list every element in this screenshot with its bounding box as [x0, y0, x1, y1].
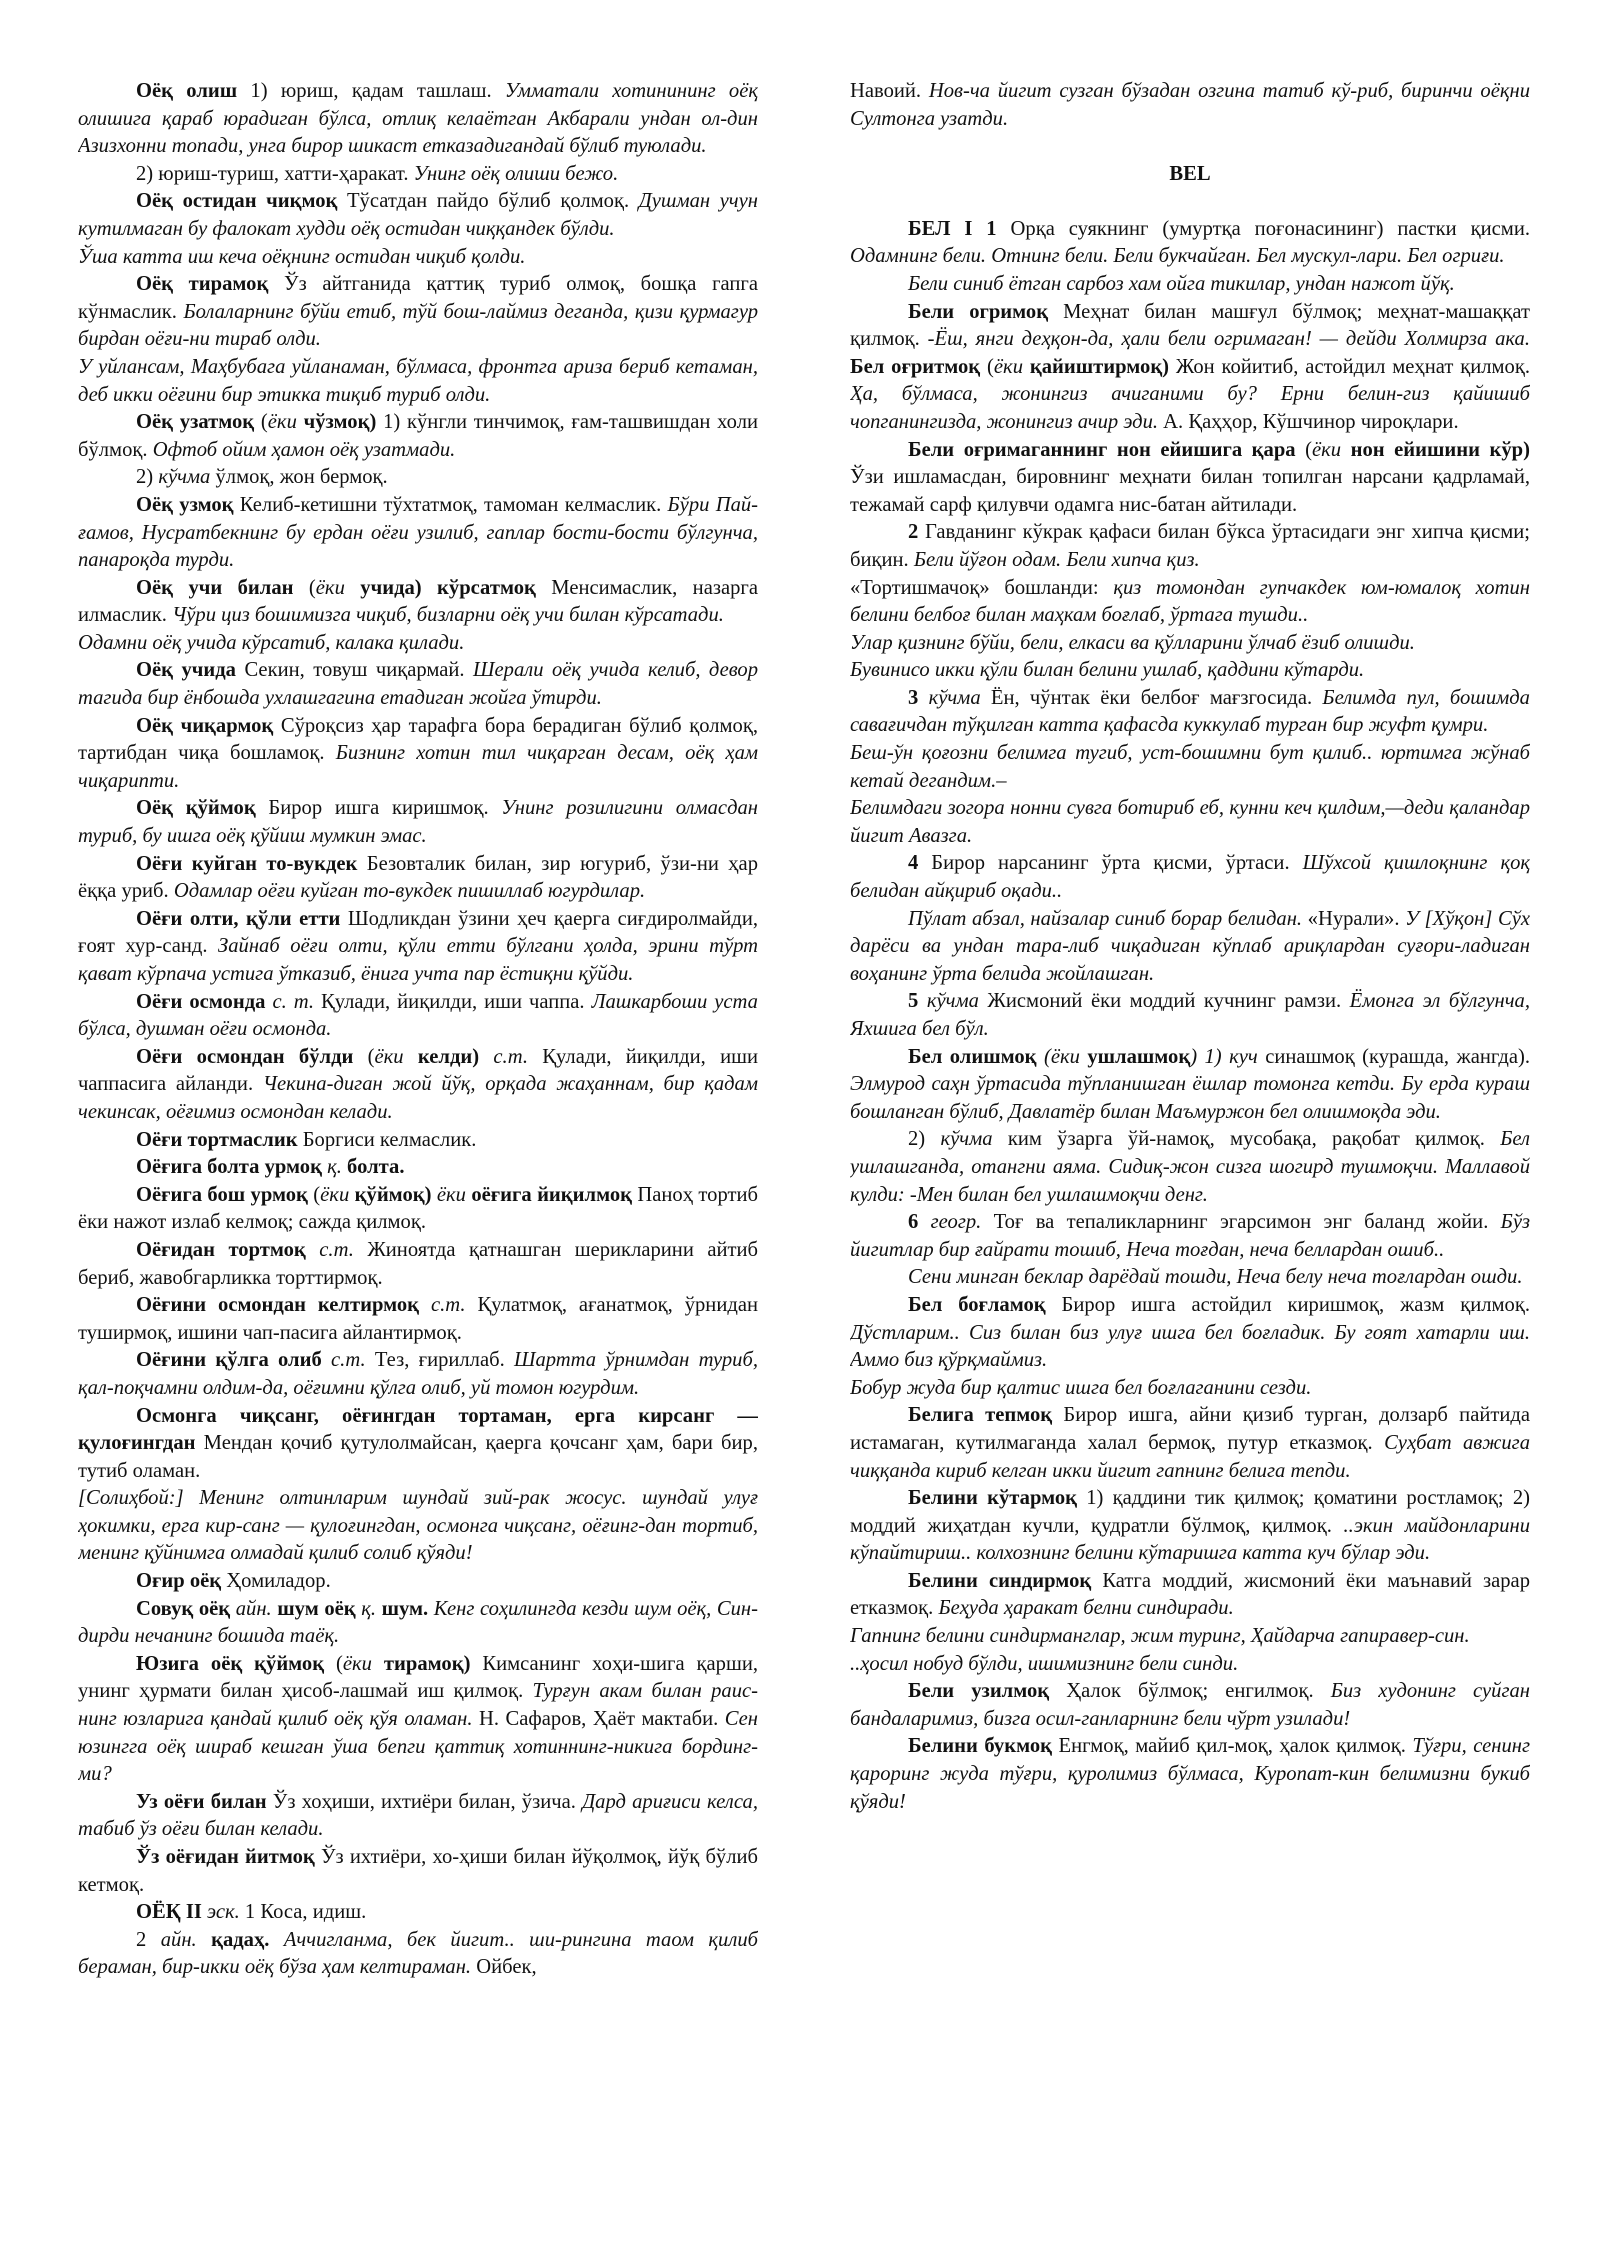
definition-text: Боргиси келмаслик. — [297, 1128, 477, 1151]
dictionary-entry — [78, 354, 758, 409]
dictionary-entry — [78, 1899, 758, 1927]
dictionary-entry — [850, 1623, 1530, 1651]
headword: оёғига йиқилмоқ — [465, 1183, 632, 1206]
headword: тирамоқ) — [371, 1652, 471, 1675]
example-text: қиз томондан гупчакдек юм-юмалоқ хотин белини белбоғ билан маҳкам боғлаб, ўртага тушди.. — [850, 576, 1530, 627]
definition-text: 2) — [136, 466, 159, 489]
example-text: Одамлар оёғи куйган то-вукдек пишиллаб югурдилар. — [173, 880, 646, 903]
dictionary-entry — [850, 1209, 1530, 1264]
dictionary-entry — [850, 685, 1530, 740]
headword: ОЁҚ II — [136, 1901, 202, 1924]
dictionary-entry — [78, 1347, 758, 1402]
example-text: ) 1) куч — [1190, 1045, 1258, 1068]
headword: Оёғи куйган то-вукдек — [136, 852, 358, 875]
dictionary-entry — [78, 1044, 758, 1127]
dictionary-entry — [850, 1292, 1530, 1375]
example-text: айн. — [160, 1928, 197, 1951]
definition-text: Ҳомиладор. — [221, 1570, 331, 1593]
headword: Оёқ узатмоқ — [136, 411, 255, 434]
headword: Оғир оёқ — [136, 1570, 222, 1593]
definition-text: «Тортишмачоқ» бошланди: — [850, 576, 1114, 599]
definition-text — [918, 1211, 930, 1233]
dictionary-entry — [78, 1182, 758, 1237]
dictionary-entry — [78, 1403, 758, 1486]
headword: учида) кўрсатмоқ — [344, 576, 536, 599]
dictionary-entry — [850, 850, 1530, 905]
example-text: ..ҳосил нобуд бўлди, ишимизнинг бели синди. — [850, 1652, 1239, 1675]
definition-text — [918, 687, 928, 709]
dictionary-entry — [78, 575, 758, 630]
example-text: Ёмонга эл бўлгунча, Яхшига бел бўл. — [850, 990, 1530, 1040]
headword: Оёғидан тортмоқ — [136, 1238, 306, 1261]
example-text: Кенг соҳилингда кезди шум оёқ, Син-дирди нечанинг бошида таёқ. — [78, 1597, 758, 1648]
example-text: кўчма — [928, 686, 981, 709]
right-column — [850, 78, 1530, 2228]
definition-text: 1 Коса, идиш. — [239, 1901, 367, 1924]
dictionary-entry — [850, 740, 1530, 795]
definition-text: Гавданинг кўкрак қафаси билан бўкса ўртасидаги энг хипча қисми; биқин. — [850, 521, 1530, 571]
example-text: Дўстларим.. Сиз билан биз улуғ ишга бел боғладик. Бу гоят хатарли иш. Аммо биз қўрқмаймиз. — [850, 1321, 1530, 1372]
definition-text: ( — [1295, 438, 1312, 461]
example-text: Нов-ча йигит сузган бўзадан озгина татиб кў-риб, биринчи оёқни Султонга узатди. — [850, 80, 1530, 130]
example-text: Бел ушлашганда, отангни аяма. Сидиқ-жон сизга шогирд тушмоқчи. Маллавой кулди: -Мен билан бел ушлашмоқчи денг. — [850, 1128, 1530, 1206]
definition-text: А. Қаҳҳор, Кўшчинор чироқлари. — [1158, 410, 1459, 433]
headword: Белини букмоқ — [908, 1735, 1052, 1758]
example-text: Умматали хотинининг оёқ олишига қараб юрадиган бўлса, отлиқ келаётган Акбарали ундан ол-дин Азизхонни топади, унга бирор шикаст етказадигандай бўлиб туюлади. — [78, 80, 758, 158]
definition-text: Тез, ғириллаб. — [365, 1349, 514, 1372]
example-text: ёки — [342, 1652, 372, 1675]
definition-text: ( — [980, 355, 994, 378]
right-column-continuation — [850, 78, 1530, 133]
dictionary-entry — [850, 1678, 1530, 1733]
example-text: Душман учун кутилмаган бу фалокат худди оёқ остидан чиққандек бўлди. — [78, 190, 758, 240]
dictionary-entry — [78, 492, 758, 575]
headword: қайиштирмоқ) — [1023, 355, 1170, 378]
headword: Оёқ остидан чиқмоқ — [136, 190, 338, 213]
example-text: ёки — [320, 1183, 350, 1206]
definition-text: ( — [353, 1045, 375, 1068]
definition-text: Тўсатдан пайдо бўлиб қолмоқ. — [337, 190, 639, 213]
headword: Бели огримоқ — [908, 300, 1049, 323]
example-text: Бизнинг хотин тил чиқарган десам, оёқ ҳам чиқарипти. — [78, 742, 758, 792]
dictionary-entry — [78, 1292, 758, 1347]
dictionary-entry — [850, 1733, 1530, 1816]
dictionary-entry — [78, 1927, 758, 1982]
definition-text: Шодликдан ўзини ҳеч қаерга сиғдиролмайди, ғоят хур-санд. — [78, 907, 758, 958]
dictionary-entry — [850, 906, 1530, 989]
example-text: Сен юзингга оёқ шираб кешган ўша бепги қаттиқ хотиннинг-никига бординг-ми? — [78, 1708, 758, 1786]
example-text: кўчма — [158, 466, 211, 489]
definition-text: Жисмоний ёки моддий кучнинг рамзи. — [978, 990, 1350, 1013]
headword: Совуқ оёқ — [136, 1597, 231, 1620]
example-text: Сени минган беклар дарёдай тошди, Неча белу неча тоғлардан ошди. — [908, 1266, 1523, 1289]
example-text: с. т. — [272, 990, 314, 1013]
headword: Бел оғритмоқ — [850, 355, 981, 378]
example-text: Бўз йигитлар бир ғайрати тошиб, Неча тоғдан, неча беллардан ошиб.. — [850, 1211, 1530, 1261]
example-text: Чўри циз бошимизга чиқиб, бизларни оёқ учи билан кўрсатади. — [172, 604, 724, 627]
definition-text: Ўзи ишламасдан, бировнинг меҳнати билан топилган нарсани қадрламай, тежамай сарф қилувчи одамга нис-батан айтилади. — [850, 466, 1530, 516]
headword: қадаҳ. — [196, 1928, 270, 1951]
definition-text: Мендан қочиб қутулолмайсан, қаерга қочсанг ҳам, бари бир, тутиб оламан. — [78, 1432, 758, 1482]
headword: Оёқ қўймоқ — [136, 797, 256, 820]
definition-text: ўлмоқ, жон бермоқ. — [210, 466, 388, 489]
headword: келди) — [403, 1045, 480, 1068]
definition-text: Енгмоқ, майиб қил-моқ, ҳалок қилмоқ. — [1052, 1735, 1413, 1758]
definition-text: Ўз хоҳиши, ихтиёри билан, ўзича. — [266, 1790, 583, 1813]
example-text: Биз худонинг суйган бандаларимиз, бизга осил-ганларнинг бели чўрт узилади! — [850, 1680, 1530, 1730]
example-text: Белимда пул, бошимда савағичдан тўқилган катта қафасда куккулаб турган бир жуфт қумри. — [850, 686, 1530, 737]
example-text: эск. — [207, 1901, 240, 1924]
dictionary-entry — [78, 630, 758, 658]
headword: Юзига оёқ қўймоқ — [136, 1652, 325, 1675]
dictionary-entry — [850, 657, 1530, 685]
example-text: с.т. — [430, 1294, 466, 1317]
example-text: Бувинисо икки қўли билан белини ушлаб, қаддини кўтарди. — [850, 659, 1365, 682]
dictionary-entry — [78, 409, 758, 464]
headword: Бели узилмоқ — [908, 1680, 1050, 1703]
headword: Бел олишмоқ — [908, 1045, 1037, 1068]
example-text: У уйлансам, Маҳбубага уйланаман, бўлмаса, фронтга ариза бериб кетаман, деб икки оёғини бир этикка тиқиб туриб олди. — [78, 355, 758, 406]
definition-text: Қулади, йиқилди, иши чаппа. — [313, 990, 592, 1013]
headword: Оёғини осмондан келтирмоқ — [136, 1294, 420, 1317]
dictionary-entry — [78, 1485, 758, 1568]
headword: Оёқ олиш — [136, 80, 238, 102]
definition-text: Меҳнат билан машғул бўлмоқ; меҳнат-машаққат қилмоқ. — [850, 300, 1530, 351]
headword: Белини кўтармоқ — [908, 1487, 1077, 1510]
headword: Оёқ учи билан — [136, 576, 294, 599]
headword: Белига тепмоқ — [908, 1404, 1053, 1427]
headword: 5 — [908, 990, 919, 1013]
definition-text: Безовталик билан, зир югуриб, ўзи-ни ҳар ёққа уриб. — [78, 852, 758, 903]
dictionary-entry — [78, 1237, 758, 1292]
definition-text: Н. Сафаров, Ҳаёт мактаби. — [472, 1708, 725, 1731]
headword: Оёғи осмондан бўлди — [136, 1045, 354, 1068]
dictionary-entry — [850, 1402, 1530, 1485]
definition-text: Жиноятда қатнашган шерикларини айтиб бериб, жавобгарликка торттирмоқ. — [78, 1238, 758, 1289]
definition-text — [269, 1929, 283, 1951]
example-text: Суҳбат авжига чиққанда кириб келган икки йигит гапнинг белига тепди. — [850, 1431, 1530, 1482]
headword: 4 — [908, 852, 919, 875]
dictionary-page — [78, 78, 1530, 2228]
definition-text: 2) — [908, 1128, 941, 1151]
definition-text: Секин, товуш чиқармай. — [235, 659, 474, 682]
dictionary-entry — [850, 1568, 1530, 1623]
example-text: Унинг оёқ олиши бежо. — [413, 162, 619, 185]
example-text: ёки — [1050, 1045, 1080, 1068]
dictionary-entry — [78, 1127, 758, 1155]
dictionary-entry — [78, 713, 758, 796]
dictionary-entry — [78, 271, 758, 354]
example-text: Зайнаб оёғи олти, қўли етти бўлгани ҳолда, эрини тўрт қават кўрпача устига ўтказиб, ёнига учта пар ёстиқни қўйди. — [78, 935, 758, 985]
headword: Оёқ чиқармоқ — [136, 714, 274, 737]
example-text: ёки — [315, 576, 345, 599]
headword: Оёғи тортмаслик — [136, 1128, 298, 1151]
headword: Оёқ учида — [136, 659, 236, 682]
dictionary-entry — [78, 906, 758, 989]
headword: 3 — [908, 686, 919, 709]
dictionary-entry — [78, 1844, 758, 1899]
headword: 6 — [908, 1211, 919, 1234]
definition-text: Қулатмоқ, ағанатмоқ, ўрнидан туширмоқ, ишини чап-пасига айлантирмоқ. — [78, 1294, 758, 1344]
example-text: қ. — [327, 1156, 342, 1179]
definition-text: Кимсанинг хоҳи-шига қарши, унинг ҳурмати билан ҳисоб-лашмай иш қилмоқ. — [78, 1652, 758, 1703]
headword: БЕЛ I 1 — [908, 217, 997, 240]
headword: шум. — [376, 1597, 429, 1620]
definition-text: 1) қаддини тик қилмоқ; қоматини ростламоқ; 2) моддий жиҳатдан кучли, қудратли бўлмоқ, қилмоқ. — [850, 1487, 1530, 1537]
definition-text: Ўз айтганида қаттиқ туриб олмоқ, бошқа гапга кўнмаслик. — [78, 273, 758, 323]
example-text: қ. — [361, 1597, 377, 1620]
example-text: Шерали оёқ учида келиб, девор тагида бир ёнбошда ухлашгагина етадиган жойга ўтирди. — [78, 659, 758, 710]
definition-text: Паноҳ тортиб ёки нажот излаб келмоқ; сажда қилмоқ. — [78, 1183, 758, 1234]
definition-text: ким ўзарга ўй-намоқ, мусобақа, рақобат қилмоқ. — [992, 1128, 1501, 1151]
example-text: Бобур жуда бир қалтис ишга бел боғлаганини сезди. — [850, 1376, 1312, 1399]
dictionary-entry — [78, 78, 758, 161]
headword: ушлашмоқ — [1079, 1045, 1191, 1068]
headword: шум оёқ — [271, 1597, 356, 1620]
example-text: ..экин майдонларини кўпайтириш.. колхознинг белини кўтаришга катта куч бўлар эди. — [850, 1514, 1530, 1565]
headword: Оёғини қўлга олиб — [136, 1349, 322, 1372]
left-column — [78, 78, 758, 2228]
definition-text: Бирор нарсанинг ўрта қисми, ўртаси. — [918, 852, 1303, 875]
example-text: Одамнинг бели. Отнинг бели. Бели букчайган. Бел мускул-лари. Бел огриғи. — [850, 245, 1505, 268]
definition-text — [918, 990, 927, 1012]
definition-text: Сўроқсиз ҳар тарафга бора берадиган бўлиб қолмоқ, тартибдан чиқа бошламоқ. — [78, 714, 758, 765]
example-text: Чекина-диган жой йўқ, орқада жаҳаннам, бир қадам чекинсак, оёғимиз осмондан келади. — [78, 1073, 758, 1123]
definition-text: Келиб-кетишни тўхтатмоқ, тамоман келмаслик. — [233, 493, 668, 516]
definition-text: Қулади, йиқилди, иши чаппасига айланди. — [78, 1045, 758, 1096]
headword: Белини синдирмоқ — [908, 1569, 1092, 1592]
right-column-entries — [850, 216, 1530, 1816]
dictionary-entry — [850, 988, 1530, 1043]
example-text: ёки — [374, 1045, 404, 1068]
definition-text: ( — [307, 1183, 321, 1206]
definition-text: ( — [293, 576, 316, 599]
dictionary-entry — [850, 1126, 1530, 1209]
dictionary-entry — [850, 271, 1530, 299]
example-text: ( — [1036, 1045, 1051, 1068]
dictionary-entry — [850, 299, 1530, 437]
headword: болта. — [341, 1156, 405, 1179]
example-text: Аччигланма, бек йигит.. ши-рингина таом қилиб бераман, бир-икки оёқ бўза ҳам келтираман. — [78, 1928, 758, 1979]
dictionary-entry — [78, 161, 758, 189]
definition-text: Орқа суякнинг (умуртқа поғонасининг) пастки қисми. — [996, 217, 1530, 240]
dictionary-entry — [850, 1485, 1530, 1568]
dictionary-entry — [850, 795, 1530, 850]
definition-text: Ойбек, — [471, 1956, 537, 1979]
dictionary-entry — [78, 188, 758, 243]
headword: Оёғи олти, қўли етти — [136, 907, 341, 930]
example-text: Офтоб ойим ҳамон оёқ узатмади. — [152, 438, 456, 461]
dictionary-entry — [850, 78, 1530, 133]
dictionary-entry — [850, 1375, 1530, 1403]
dictionary-entry — [78, 1154, 758, 1182]
dictionary-entry — [78, 1568, 758, 1596]
example-text: ёки — [267, 411, 297, 434]
definition-text: Бирор ишга, айни қизиб турган, долзарб пайтида истамаган, кутилмаганда халал бермоқ, путур етказмоқ. — [850, 1404, 1530, 1454]
example-text: Одамни оёқ учида кўрсатиб, калака қилади. — [78, 631, 465, 654]
example-text: айн. — [235, 1597, 272, 1620]
example-text: Элмурод саҳн ўртасида тўпланишган ёшлар томонга кетди. Бу ерда кураш бошланган бўлиб, Давлатёр билан Маъмуржон бел олишмоқда эди. — [850, 1073, 1530, 1123]
dictionary-entry — [78, 795, 758, 850]
example-text: с.т. — [493, 1045, 528, 1068]
example-text: Ўша катта иш кеча оёқнинг остидан чиқиб қолди. — [78, 245, 526, 268]
example-text: Лашкарбоши уста бўлса, душман оёғи осмонда. — [78, 990, 758, 1041]
example-text: Ҳа, бўлмаса, жонингиз ачиганими бу? Ерни белин-гиз қайишиб чопганингизда, жонингиз ачир эди. — [850, 383, 1530, 433]
definition-text: 2) юриш-туриш, хатти-ҳаракат. — [136, 162, 414, 185]
definition-text: Жон койитиб, астойдил меҳнат қилмоқ. — [1169, 355, 1530, 378]
headword: 2 — [908, 521, 919, 544]
headword: Оёғига бош урмоқ — [136, 1183, 308, 1206]
example-text: Шартта ўрнимдан туриб, қал-поқчамни олдим-да, оёғимни қўлга олиб, уй томон югурдим. — [78, 1349, 758, 1399]
example-text: Улар қизнинг бўйи, бели, елкаси ва қўлларини ўлчаб ёзиб олишди. — [850, 631, 1415, 654]
dictionary-entry — [850, 1264, 1530, 1292]
dictionary-entry — [78, 244, 758, 272]
dictionary-entry — [78, 1651, 758, 1789]
example-text: Гапнинг белини синдирманглар, жим туринг, Ҳайдарча гапиравер-син. — [850, 1625, 1470, 1648]
example-text: Унинг розилигини олмасдан туриб, бу ишга оёқ қўйиш мумкин эмас. — [78, 797, 758, 848]
spacer — [850, 189, 1530, 216]
example-text: ёки — [993, 355, 1023, 378]
headword: Осмонга чиқсанг, оёғингдан тортаман, ерга кирсанг — қулоғингдан — [78, 1404, 758, 1455]
example-text: кўчма — [926, 990, 979, 1013]
dictionary-entry — [850, 1044, 1530, 1127]
definition-text: Ён, чўнтак ёки белбоғ мағзгосида. — [980, 686, 1323, 709]
definition-text: Тоғ ва тепаликларнинг эгарсимон энг баланд жойи. — [981, 1211, 1501, 1234]
example-text: Беш-ўн қоғозни белимга тугиб, уст-бошимни бут қилиб.. юртимга жўнаб кетай дегандим.– — [850, 742, 1530, 792]
definition-text: Ҳалок бўлмоқ; енгилмоқ. — [1049, 1680, 1331, 1703]
dictionary-entry — [78, 1789, 758, 1844]
headword: Бел боғламоқ — [908, 1293, 1046, 1316]
example-text: Бўри Пай-ғамов, Нусратбекнинг бу ердан оёғи узилиб, гаплар бости-бости бўлгунча, панароқда турди. — [78, 493, 758, 572]
definition-text: синашмоқ (курашда, жангда). — [1257, 1045, 1530, 1068]
headword: Уз оёғи билан — [136, 1790, 267, 1813]
example-text: [Солиҳбой:] Менинг олтинларим шундай зий-рак жосус. шундай улуғ ҳокимки, ерга кир-санг — қулоғингдан, осмонга чиқсанг, оёғинг-дан тортиб, менинг қўйнимга олмадай қилиб солиб қўяди! — [78, 1487, 758, 1565]
dictionary-entry — [850, 1651, 1530, 1679]
definition-text: 1) юриш, қадам ташлаш. — [237, 80, 505, 102]
definition-text: ( — [324, 1652, 343, 1675]
definition-text: ( — [254, 411, 268, 434]
definition-text — [322, 1349, 331, 1371]
example-text: ёки — [1311, 438, 1342, 461]
definition-text: Навоий. — [850, 80, 929, 102]
definition-text — [419, 1294, 431, 1316]
dictionary-entry — [78, 657, 758, 712]
example-text: Беҳуда ҳаракат белни синдиради. — [938, 1597, 1234, 1620]
definition-text: Бирор ишга киришмоқ. — [255, 797, 502, 820]
example-text: Белимдаги зогора нонни сувга ботириб еб, кунни кеч қилдим,—деди қаландар йигит Авазга. — [850, 797, 1530, 847]
headword: Оёғи осмонда — [136, 990, 266, 1013]
dictionary-entry — [850, 437, 1530, 520]
example-text: геогр. — [930, 1211, 982, 1234]
example-text: ёки — [436, 1183, 466, 1206]
definition-text: «Нурали». — [1302, 907, 1406, 930]
example-text: с.т. — [319, 1238, 354, 1261]
definition-text — [306, 1239, 319, 1261]
headword: қўймоқ) — [349, 1183, 432, 1206]
headword: Бели оғримаганнинг нон ейишига қара — [908, 438, 1296, 461]
definition-text: Менсимаслик, назарга илмаслик. — [78, 576, 758, 627]
definition-text: Бирор ишга астойдил киришмоқ, жазм қилмоқ. — [1045, 1293, 1530, 1316]
definition-text — [479, 1046, 493, 1068]
example-text: Шўхсой қишлоқнинг қоқ белидан айқириб оқади.. — [850, 852, 1530, 903]
headword: Ўз оёғидан йитмоқ — [136, 1846, 315, 1868]
example-text: У [Хўқон] Сўх дарёси ва ундан тара-либ чиқадиган кўплаб ариқлардан суғори-ладиган воҳанинг ўрта белида жойлашган. — [850, 907, 1530, 985]
example-text: кўчма — [940, 1128, 993, 1151]
definition-text: Катга моддий, жисмоний ёки маънавий зарар етказмоқ. — [850, 1569, 1530, 1620]
definition-text: Ўз ихтиёри, хо-ҳиши билан йўқолмоқ, йўқ бўлиб кетмоқ. — [78, 1846, 758, 1896]
dictionary-entry — [78, 1596, 758, 1651]
example-text: Дард ариғиси келса, табиб ўз оёғи билан келади. — [78, 1790, 758, 1841]
example-text: Тўғри, сенинг қароринг жуда тўғри, қуролимиз бўлмаса, Куропат-кин белимизни букиб қўяди! — [850, 1735, 1530, 1813]
dictionary-entry — [78, 989, 758, 1044]
headword: Оёқ узмоқ — [136, 493, 234, 516]
example-text: Болаларнинг бўйи етиб, тўй бош-лаймиз деганда, қизи қурмагур бирдан оёғи-ни тираб олди. — [78, 300, 758, 351]
example-text: Бели синиб ётган сарбоз хам ойга тикилар, ундан нажот йўқ. — [908, 272, 1455, 295]
dictionary-entry — [850, 575, 1530, 630]
dictionary-entry — [78, 464, 758, 492]
headword: чўзмоқ) — [296, 411, 377, 434]
dictionary-entry — [850, 630, 1530, 658]
example-text: -Ёш, янги деҳқон-да, ҳали бели огримаган! — дейди Холмирза ака. — [927, 328, 1530, 351]
dictionary-entry — [850, 216, 1530, 271]
example-text: Турғун акам билан раис-нинг юзларига қандай қилиб оёқ қўя оламан. — [78, 1680, 758, 1731]
definition-text: 1) кўнгли тинчимоқ, ғам-ташвишдан холи бўлмоқ. — [78, 411, 758, 461]
section-heading: BEL — [1169, 163, 1211, 186]
example-text: Пўлат абзал, найзалар синиб борар белидан. — [908, 907, 1303, 930]
headword: нон ейишини кўр) — [1341, 438, 1530, 461]
example-text: Бели йўғон одам. Бели хипча қиз. — [913, 548, 1200, 571]
headword: Оёғига болта урмоқ — [136, 1156, 322, 1179]
definition-text: 2 — [136, 1928, 161, 1951]
headword: Оёқ тирамоқ — [136, 273, 269, 296]
dictionary-entry — [78, 851, 758, 906]
dictionary-entry — [850, 519, 1530, 574]
example-text: с.т. — [331, 1349, 366, 1372]
